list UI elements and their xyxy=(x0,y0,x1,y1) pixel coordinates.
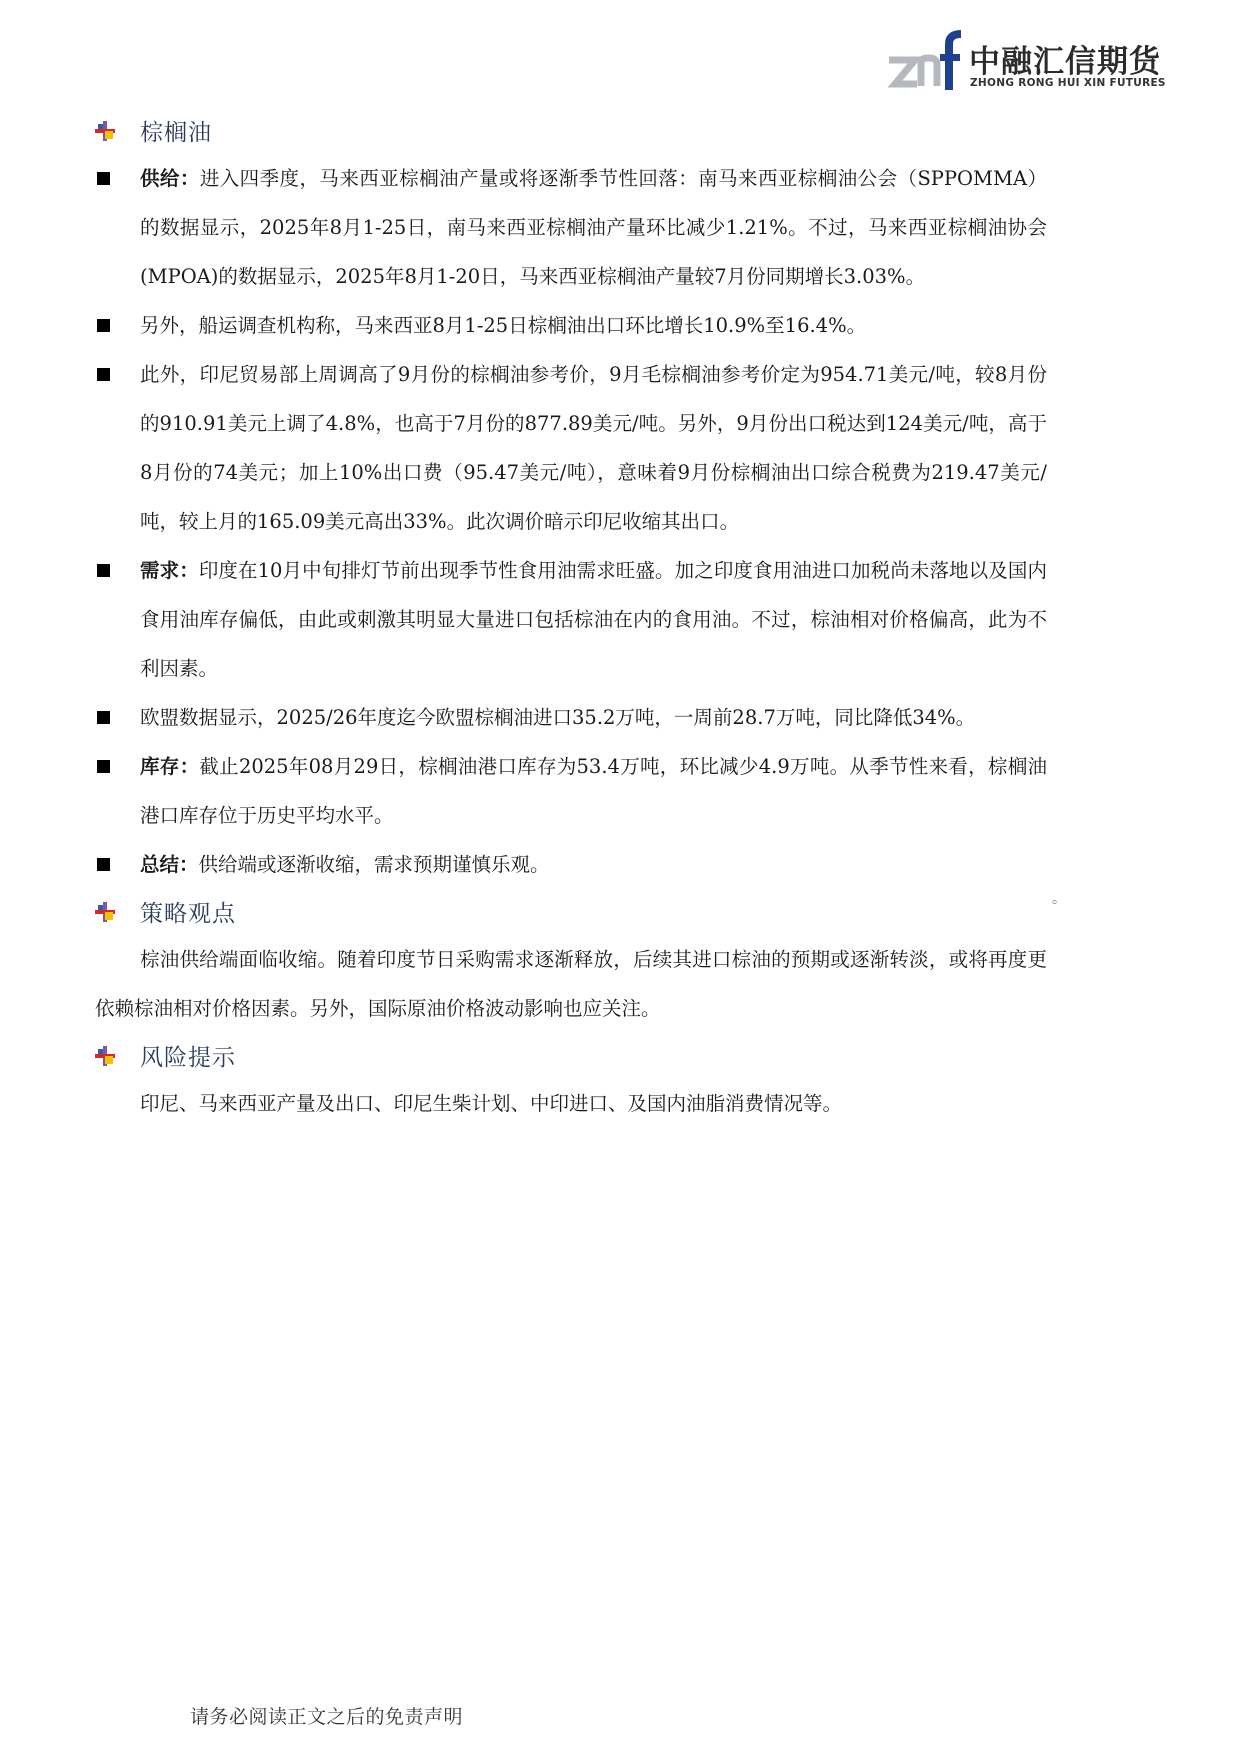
bullet-text: 进入四季度，马来西亚棕榈油产量或将逐渐季节性回落：南马来西亚棕榈油公会（SPPOMMA）的数据显示，2025年8月1-25日，南马来西亚棕榈油产量环比减少1.21%。不过，马来西亚棕榈油协会(MPOA)的数据显示，2025年8月1-20日，马来西亚棕榈油产量较7月份同期增长3.03%。 xyxy=(140,167,1047,288)
square-bullet-icon xyxy=(97,760,110,773)
section-title: 策略观点 xyxy=(140,901,236,927)
bullet-label: 总结： xyxy=(140,853,199,876)
company-logo xyxy=(885,30,1165,96)
bullet-summary xyxy=(95,840,1047,889)
bullet-shipping xyxy=(95,301,1047,350)
bullet-text: 另外，船运调查机构称，马来西亚8月1-25日棕榈油出口环比增长10.9%至16.4%。 xyxy=(140,314,867,337)
palm-oil-bullet-list xyxy=(95,154,1047,889)
bullet-text: 截止2025年08月29日，棕榈油港口库存为53.4万吨，环比减少4.9万吨。从季节性来看，棕榈油港口库存位于历史平均水平。 xyxy=(140,755,1047,827)
bullet-text: 欧盟数据显示，2025/26年度迄今欧盟棕榈油进口35.2万吨，一周前28.7万吨，同比降低34%。 xyxy=(140,706,976,729)
section-marker-icon xyxy=(95,1046,115,1066)
bullet-supply xyxy=(95,154,1047,301)
bullet-demand xyxy=(95,546,1047,693)
logo-english-name: ZHONG RONG HUI XIN FUTURES xyxy=(970,77,1166,89)
strategy-paragraph: 棕油供给端面临收缩。随着印度节日采购需求逐渐释放，后续其进口棕油的预期或逐渐转淡，或将再度更依赖棕油相对价格因素。另外，国际原油价格波动影响也应关注。 xyxy=(95,948,1047,1020)
section-marker-icon xyxy=(95,902,115,922)
bullet-label: 需求： xyxy=(140,559,199,582)
risk-paragraph: 印尼、马来西亚产量及出口、印尼生柴计划、中印进口、及国内油脂消费情况等。 xyxy=(140,1092,843,1115)
stray-period-mark: 。 xyxy=(1052,891,1066,907)
section-heading-palm-oil xyxy=(95,108,1047,154)
bullet-label: 库存： xyxy=(140,755,200,778)
znf-logo-mark xyxy=(885,30,965,92)
bullet-label: 供给： xyxy=(140,167,200,190)
bullet-text: 此外，印尼贸易部上周调高了9月份的棕榈油参考价，9月毛棕榈油参考价定为954.71美元/吨，较8月份的910.91美元上调了4.8%，也高于7月份的877.89美元/吨。另外，9月份出口税达到124美元/吨，高于8月份的74美元；加上10%出口费（95.47美元/吨），意味着9月份棕榈油出口综合税费为219.47美元/吨，较上月的165.09美元高出33%。此次调价暗示印尼收缩其出口。 xyxy=(140,363,1047,533)
bullet-inventory xyxy=(95,742,1047,840)
square-bullet-icon xyxy=(97,319,110,332)
square-bullet-icon xyxy=(97,711,110,724)
report-content xyxy=(95,108,1047,1128)
bullet-indonesia-price xyxy=(95,350,1047,546)
section-title: 棕榈油 xyxy=(140,120,212,146)
square-bullet-icon xyxy=(97,858,110,871)
section-heading-risk xyxy=(95,1033,1047,1079)
square-bullet-icon xyxy=(97,368,110,381)
logo-chinese-name: 中融汇信期货 xyxy=(969,44,1161,80)
bullet-eu-data xyxy=(95,693,1047,742)
disclaimer-footer: 请务必阅读正文之后的免责声明 xyxy=(190,1706,464,1728)
bullet-text: 供给端或逐渐收缩，需求预期谨慎乐观。 xyxy=(198,853,550,876)
bullet-text: 印度在10月中旬排灯节前出现季节性食用油需求旺盛。加之印度食用油进口加税尚未落地以及国内食用油库存偏低，由此或刺激其明显大量进口包括棕油在内的食用油。不过，棕油相对价格偏高，此为不利因素。 xyxy=(140,559,1047,680)
section-title: 风险提示 xyxy=(140,1045,236,1071)
section-marker-icon xyxy=(95,121,115,141)
square-bullet-icon xyxy=(97,564,110,577)
square-bullet-icon xyxy=(97,172,110,185)
section-heading-strategy xyxy=(95,889,1047,935)
